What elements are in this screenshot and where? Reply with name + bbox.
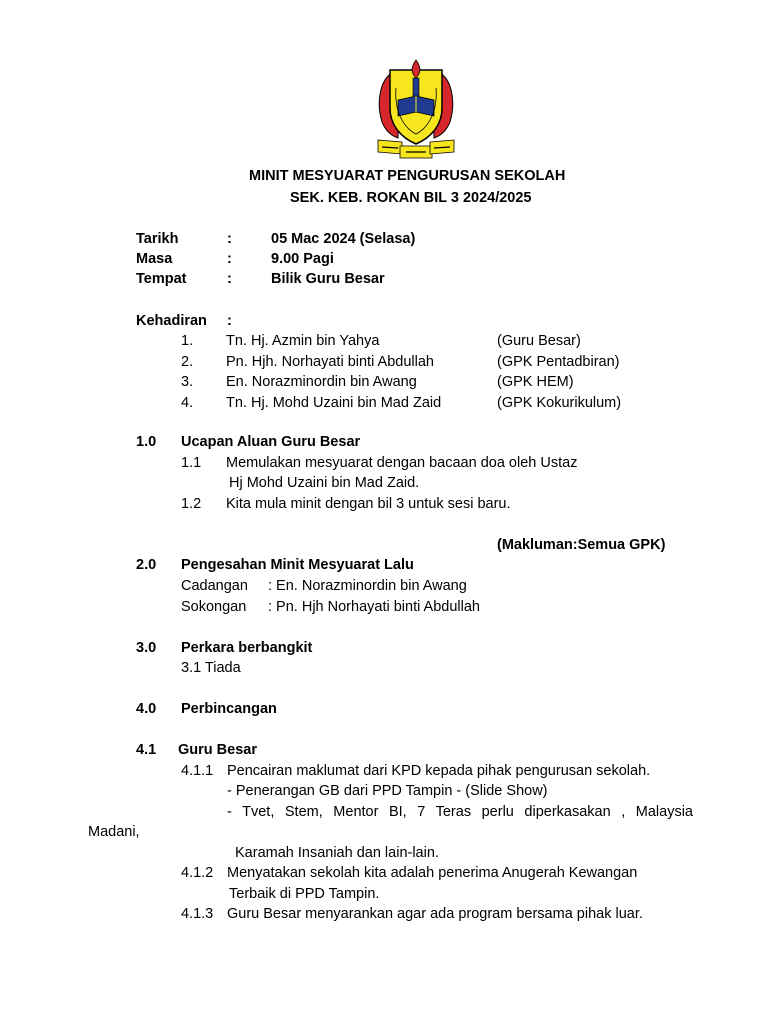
proposer-label: Cadangan (181, 578, 248, 594)
school-crest-logo (374, 58, 458, 160)
attendance-num: 2. (181, 354, 194, 370)
item-number: 1.2 (181, 496, 202, 512)
meta-label-tarikh: Tarikh (136, 231, 179, 247)
note-makluman: (Makluman:Semua GPK) (497, 537, 666, 553)
attendance-name: Tn. Hj. Mohd Uzaini bin Mad Zaid (226, 395, 442, 411)
section-heading: Perbincangan (181, 701, 277, 717)
item-text: Menyatakan sekolah kita adalah penerima Anugerah Kewangan (227, 865, 638, 881)
item-subpoint-continued: Karamah Insaniah dan lain-lain. (235, 845, 439, 861)
meta-label-tempat: Tempat (136, 271, 187, 287)
attendance-role: (GPK HEM) (497, 374, 574, 390)
item-subpoint-wrap: Madani, (88, 824, 140, 840)
meta-value-tarikh: 05 Mac 2024 (Selasa) (271, 231, 416, 247)
attendance-colon: : (227, 313, 232, 329)
attendance-name: Pn. Hjh. Norhayati binti Abdullah (226, 354, 434, 370)
item-text: Kita mula minit dengan bil 3 untuk sesi baru. (226, 496, 511, 512)
attendance-num: 1. (181, 333, 194, 349)
item-number: 4.1.3 (181, 906, 214, 922)
item-text-continued: Terbaik di PPD Tampin. (229, 886, 380, 902)
seconder-label: Sokongan (181, 599, 247, 615)
item-number: 1.1 (181, 455, 202, 471)
attendance-heading: Kehadiran (136, 313, 207, 329)
meta-colon: : (227, 271, 232, 287)
item-subpoint: - Penerangan GB dari PPD Tampin - (Slide Show) (227, 783, 548, 799)
subsection-heading: Guru Besar (178, 742, 257, 758)
section-heading: Ucapan Aluan Guru Besar (181, 434, 361, 450)
item-subpoint: - Tvet, Stem, Mentor BI, 7 Teras perlu diperkasakan , Malaysia (227, 804, 693, 820)
attendance-role: (GPK Kokurikulum) (497, 395, 622, 411)
document-title: MINIT MESYUARAT PENGURUSAN SEKOLAH (249, 168, 566, 184)
section-number: 1.0 (136, 434, 157, 450)
proposer-value: : En. Norazminordin bin Awang (268, 578, 467, 594)
section-number: 2.0 (136, 557, 157, 573)
section-number: 3.0 (136, 640, 157, 656)
section-heading: Perkara berbangkit (181, 640, 313, 656)
attendance-name: En. Norazminordin bin Awang (226, 374, 417, 390)
section-heading: Pengesahan Minit Mesyuarat Lalu (181, 557, 414, 573)
item-text: Guru Besar menyarankan agar ada program bersama pihak luar. (227, 906, 643, 922)
meta-value-masa: 9.00 Pagi (271, 251, 334, 267)
attendance-role: (GPK Pentadbiran) (497, 354, 620, 370)
subsection-number: 4.1 (136, 742, 157, 758)
item-number: 4.1.2 (181, 865, 214, 881)
document-subtitle: SEK. KEB. ROKAN BIL 3 2024/2025 (290, 190, 532, 206)
crest-torch-flame-icon (412, 60, 420, 78)
meta-colon: : (227, 251, 232, 267)
meta-label-masa: Masa (136, 251, 173, 267)
meta-colon: : (227, 231, 232, 247)
attendance-name: Tn. Hj. Azmin bin Yahya (226, 333, 380, 349)
item-number: 4.1.1 (181, 763, 214, 779)
attendance-num: 4. (181, 395, 194, 411)
seconder-value: : Pn. Hjh Norhayati binti Abdullah (268, 599, 480, 615)
attendance-role: (Guru Besar) (497, 333, 581, 349)
item-text-continued: Hj Mohd Uzaini bin Mad Zaid. (229, 475, 420, 491)
crest-torch-handle (413, 78, 419, 96)
meta-value-tempat: Bilik Guru Besar (271, 271, 385, 287)
item-text: Pencairan maklumat dari KPD kepada pihak pengurusan sekolah. (227, 763, 651, 779)
item-text: 3.1 Tiada (181, 660, 241, 676)
item-text: Memulakan mesyuarat dengan bacaan doa oleh Ustaz (226, 455, 578, 471)
section-number: 4.0 (136, 701, 157, 717)
attendance-num: 3. (181, 374, 194, 390)
